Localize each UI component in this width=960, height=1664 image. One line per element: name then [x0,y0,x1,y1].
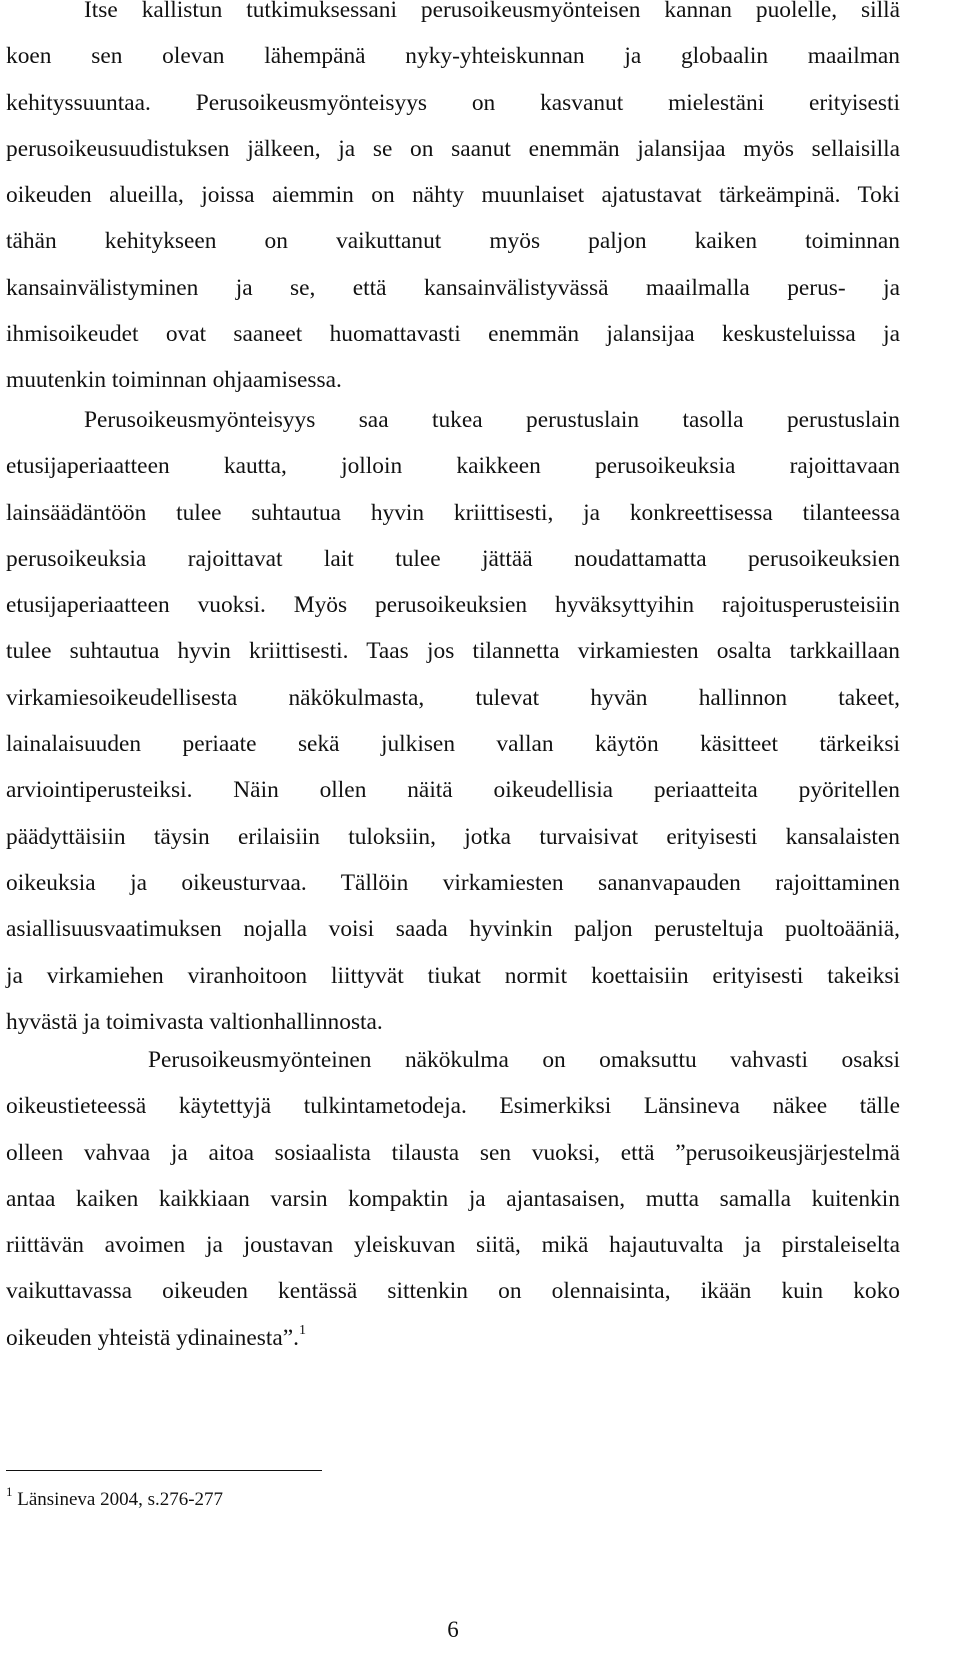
footnote-reference[interactable]: 1 [298,1322,306,1338]
text-line: virkamiesoikeudellisesta näkökulmasta, tulevat hyvän hallinnon takeet, [6,684,900,711]
text-line: arviointiperusteiksi. Näin ollen näitä oikeudellisia periaatteita pyöritellen [6,777,900,804]
text-line: vaikuttavassa oikeuden kentässä sittenkin on olennaisinta, ikään kuin koko [6,1278,900,1305]
text-line: muutenkin toiminnan ohjaamisessa. [6,367,342,394]
text-line: ja virkamiehen viranhoitoon liittyvät tiukat normit koettaisiin erityisesti takeiksi [6,962,900,989]
text-line: antaa kaiken kaikkiaan varsin kompaktin ja ajantasaisen, mutta samalla kuitenkin [6,1185,900,1212]
footnote-separator [6,1470,322,1471]
footnote [6,1484,224,1512]
paragraph-1 [6,0,900,413]
text-line: oikeustieteessä käytettyjä tulkintametodeja. Esimerkiksi Länsineva näkee tälle [6,1093,900,1120]
paragraph-2 [6,406,900,1054]
text-line: etusijaperiaatteen kautta, jolloin kaikkeen perusoikeuksia rajoittavaan [6,453,900,480]
paragraph-3 [6,1046,900,1370]
text-line: etusijaperiaatteen vuoksi. Myös perusoikeuksien hyväksyttyihin rajoitusperusteisiin [6,592,900,619]
text-line: hyvästä ja toimivasta valtionhallinnosta. [6,1008,383,1035]
text-line-with-footnote [6,1324,900,1370]
text-line: tähän kehitykseen on vaikuttanut myös paljon kaiken toiminnan [6,228,900,255]
text-line: oikeuksia ja oikeusturvaa. Tällöin virkamiesten sananvapauden rajoittaminen [6,869,900,896]
text-line: tulee suhtautua hyvin kriittisesti. Taas jos tilannetta virkamiesten osalta tarkkaillaan [6,638,900,665]
text-line: Perusoikeusmyönteinen näkökulma on omaksuttu vahvasti osaksi [148,1047,900,1073]
text-line: perusoikeusuudistuksen jälkeen, ja se on saanut enemmän jalansijaa myös sellaisilla [6,135,900,162]
text-line: oikeuden yhteistä ydinainesta”. [6,1324,299,1351]
text-line: ihmisoikeudet ovat saaneet huomattavasti enemmän jalansijaa keskusteluissa ja [6,321,900,348]
text-line: asiallisuusvaatimuksen nojalla voisi saada hyvinkin paljon perusteltuja puoltoääniä, [6,916,900,943]
footnote-text: Länsineva 2004, s.276-277 [17,1489,224,1510]
text-line: riittävän avoimen ja joustavan yleiskuvan siitä, mikä hajautuvalta ja pirstaleiselta [6,1232,900,1259]
text-line: Itse kallistun tutkimuksessani perusoikeusmyönteisen kannan puolelle, sillä [84,0,900,23]
footnote-marker: 1 [6,1484,13,1499]
text-line: lainalaisuuden periaate sekä julkisen vallan käytön käsitteet tärkeiksi [6,731,900,758]
text-line: perusoikeuksia rajoittavat lait tulee jättää noudattamatta perusoikeuksien [6,545,900,572]
text-line: lainsäädäntöön tulee suhtautua hyvin kriittisesti, ja konkreettisessa tilanteessa [6,499,900,526]
text-line: päädyttäisiin täysin erilaisiin tuloksiin, jotka turvaisivat erityisesti kansalaisten [6,823,900,850]
text-line: olleen vahvaa ja aitoa sosiaalista tilausta sen vuoksi, että ”perusoikeusjärjestelmä [6,1139,900,1166]
text-line: Perusoikeusmyönteisyys saa tukea perustuslain tasolla perustuslain [84,407,900,433]
text-line: koen sen olevan lähempänä nyky-yhteiskunnan ja globaalin maailman [6,43,900,70]
page-number: 6 [447,1617,459,1642]
text-line: oikeuden alueilla, joissa aiemmin on nähty muunlaiset ajatustavat tärkeämpinä. Toki [6,182,900,209]
text-line: kehityssuuntaa. Perusoikeusmyönteisyys on kasvanut mielestäni erityisesti [6,89,900,116]
text-line: kansainvälistyminen ja se, että kansainvälistyvässä maailmalla perus- ja [6,274,900,301]
